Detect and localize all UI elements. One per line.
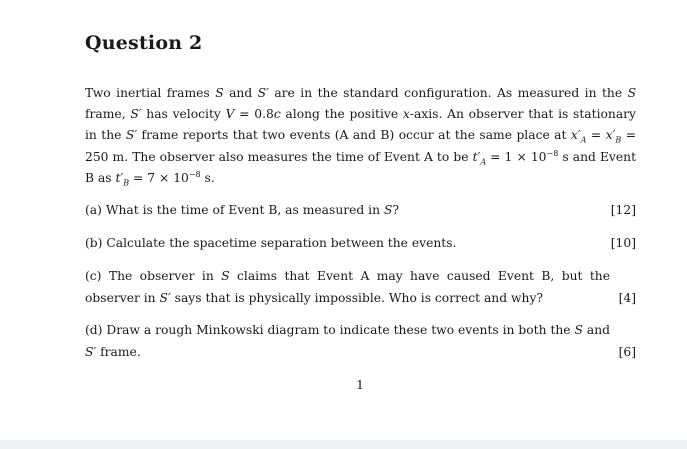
sub-question-b: (b) Calculate the spacetime separation between the events. [10] — [85, 233, 636, 255]
question-intro-paragraph: Two inertial frames S and S′ are in the standard configuration. As measured in the S frame, S′ has velocity V = 0.8c along the positive x-axis. An observer that is stationary in the S′ frame reports that two events (A and B) occur at the same place at $x'_A = x'_B = 250$ m. The observer also measures the time of Event A to be $t'_A = 1 \times 10^{-8}$ s and Event B as $t'_B = 7 \times 10^{-8}$ s. — [85, 86, 637, 188]
question-heading: Question 2 — [85, 32, 203, 54]
sub-question-c: (c) The observer in S claims that Event A may have caused Event B, but the observer in S′ says that is physically impossible. Who is correct and why? [4] — [85, 266, 636, 309]
sub-question-a: (a) What is the time of Event B, as measured in S? [12] — [85, 200, 636, 222]
sub-question-d: (d) Draw a rough Minkowski diagram to indicate these two events in both the S and S′ frame. [6] — [85, 320, 636, 363]
marks-c: [4] — [618, 290, 636, 305]
page-number: 1 — [356, 378, 364, 392]
marks-d: [6] — [618, 344, 636, 359]
marks-b: [10] — [610, 236, 636, 250]
marks-a: [12] — [610, 203, 636, 217]
viewer-bottom-strip — [0, 440, 687, 449]
